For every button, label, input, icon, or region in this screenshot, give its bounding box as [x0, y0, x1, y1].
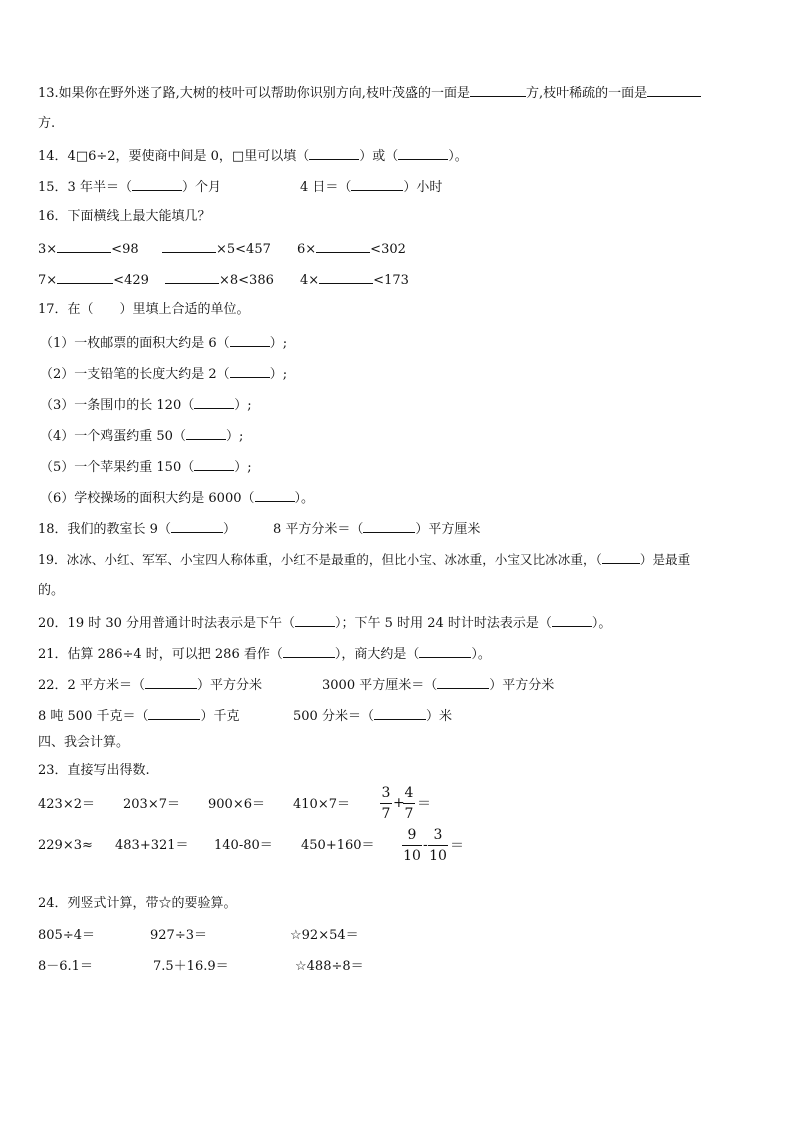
question-20: 20．19 时 30 分用普通计时法表示是下午（ ）；下午 5 时用 24 时计时法表示是（ ）。	[38, 616, 612, 631]
answer-blank[interactable]	[255, 490, 295, 502]
answer-blank[interactable]	[419, 646, 471, 658]
answer-blank[interactable]	[309, 148, 359, 160]
equals-sign: ＝	[417, 796, 431, 812]
answer-blank[interactable]	[363, 521, 415, 533]
question-22b: 3000 平方厘米＝（ ）平方分米	[322, 678, 555, 693]
answer-blank[interactable]	[165, 272, 219, 284]
answer-blank[interactable]	[194, 397, 234, 409]
q23-expr: 229×3≈	[38, 838, 93, 853]
q17-item: （1）一枚邮票的面积大约是 6（ ）;	[40, 336, 288, 351]
answer-blank[interactable]	[398, 148, 448, 160]
answer-blank[interactable]	[283, 646, 335, 658]
q17-item: （3）一条围巾的长 120（ ）;	[40, 398, 252, 413]
q24-expr: 805÷4＝	[38, 928, 95, 943]
answer-blank[interactable]	[132, 179, 182, 191]
q16-r1-c: 6× <302	[297, 242, 406, 257]
question-18a: 18．我们的教室长 9（ ）	[38, 522, 236, 537]
q24-expr: 927÷3＝	[150, 928, 207, 943]
question-23-title: 23．直接写出得数.	[38, 763, 150, 778]
answer-blank[interactable]	[186, 428, 226, 440]
answer-blank[interactable]	[552, 615, 592, 627]
q16-r2-c: 4× <173	[300, 273, 409, 288]
q16-r1-a: 3× <98	[38, 242, 139, 257]
q17-item: （5）一个苹果约重 150（ ）;	[40, 460, 252, 475]
operator: +	[393, 795, 405, 811]
answer-blank[interactable]	[351, 179, 403, 191]
question-13: 13.如果你在野外迷了路,大树的枝叶可以帮助你识别方向,枝叶茂盛的一面是 方,枝叶稀疏的一面是	[38, 85, 701, 100]
answer-blank[interactable]	[194, 459, 234, 471]
question-15a: 15．3 年半＝（ ）个月	[38, 180, 221, 195]
answer-blank[interactable]	[374, 708, 426, 720]
q17-item: （2）一支铅笔的长度大约是 2（ ）;	[40, 367, 288, 382]
q17-item: （4）一个鸡蛋约重 50（ ）;	[40, 429, 244, 444]
question-19: 19．冰冰、小红、军军、小宝四人称体重，小红不是最重的，但比小宝、冰冰重，小宝又比冰冰重，（ ）是最重	[38, 552, 691, 567]
question-18b: 8 平方分米＝（ ）平方厘米	[273, 522, 481, 537]
q16-r1-b: ×5<457	[162, 241, 271, 256]
answer-blank[interactable]	[171, 521, 223, 533]
equals-sign: ＝	[450, 838, 464, 854]
question-22d: 500 分米＝（ ）米	[293, 709, 452, 724]
q24-expr: ☆92×54＝	[290, 928, 359, 943]
answer-blank[interactable]	[145, 677, 197, 689]
question-14: 14．4□6÷2，要使商中间是 0，□里可以填（ ）或（ ）。	[38, 149, 468, 164]
q24-expr: ☆488÷8＝	[295, 959, 364, 974]
q23-expr: 410×7＝	[293, 797, 350, 812]
fraction: 3 7	[381, 785, 391, 822]
fraction: 3 10	[429, 827, 447, 864]
q23-expr: 483+321＝	[115, 838, 189, 853]
answer-blank[interactable]	[57, 272, 113, 284]
section-heading: 四、我会计算。	[38, 735, 130, 750]
question-19-cont: 的。	[38, 583, 65, 598]
question-15b: 4 日＝（ ）小时	[300, 180, 443, 195]
q23-expr: 203×7＝	[123, 797, 180, 812]
question-24-title: 24．列竖式计算，带☆的要验算。	[38, 896, 237, 911]
answer-blank[interactable]	[230, 366, 270, 378]
question-21: 21．估算 286÷4 时，可以把 286 看作（ ），商大约是（ ）。	[38, 647, 491, 662]
answer-blank[interactable]	[319, 272, 373, 284]
answer-blank[interactable]	[647, 85, 701, 97]
q16-r2-a: 7× <429	[38, 273, 149, 288]
q16-r2-b: ×8<386	[165, 272, 274, 287]
answer-blank[interactable]	[148, 708, 200, 720]
answer-blank[interactable]	[57, 241, 111, 253]
fraction: 4 7	[404, 785, 414, 822]
q23-expr: 140-80＝	[214, 838, 273, 853]
q23-expr: 900×6＝	[208, 797, 265, 812]
answer-blank[interactable]	[295, 615, 335, 627]
q17-item: （6）学校操场的面积大约是 6000（ ）。	[40, 491, 315, 506]
q23-expr: 423×2＝	[38, 797, 95, 812]
question-22a: 22．2 平方米＝（ ）平方分米	[38, 678, 262, 693]
q23-expr: 450+160＝	[301, 838, 375, 853]
question-13-cont: 方.	[38, 116, 56, 131]
answer-blank[interactable]	[230, 335, 270, 347]
answer-blank[interactable]	[162, 241, 216, 253]
answer-blank[interactable]	[602, 552, 640, 564]
question-17-title: 17．在（ ）里填上合适的单位。	[38, 302, 250, 317]
answer-blank[interactable]	[470, 85, 526, 97]
question-22c: 8 吨 500 千克＝（ ）千克	[38, 709, 240, 724]
fraction: 9 10	[403, 827, 421, 864]
question-16-title: 16．下面横线上最大能填几？	[38, 209, 211, 224]
answer-blank[interactable]	[316, 241, 370, 253]
q24-expr: 8－6.1＝	[38, 959, 93, 974]
operator: -	[423, 837, 428, 853]
q24-expr: 7.5＋16.9＝	[153, 959, 229, 974]
answer-blank[interactable]	[437, 677, 489, 689]
